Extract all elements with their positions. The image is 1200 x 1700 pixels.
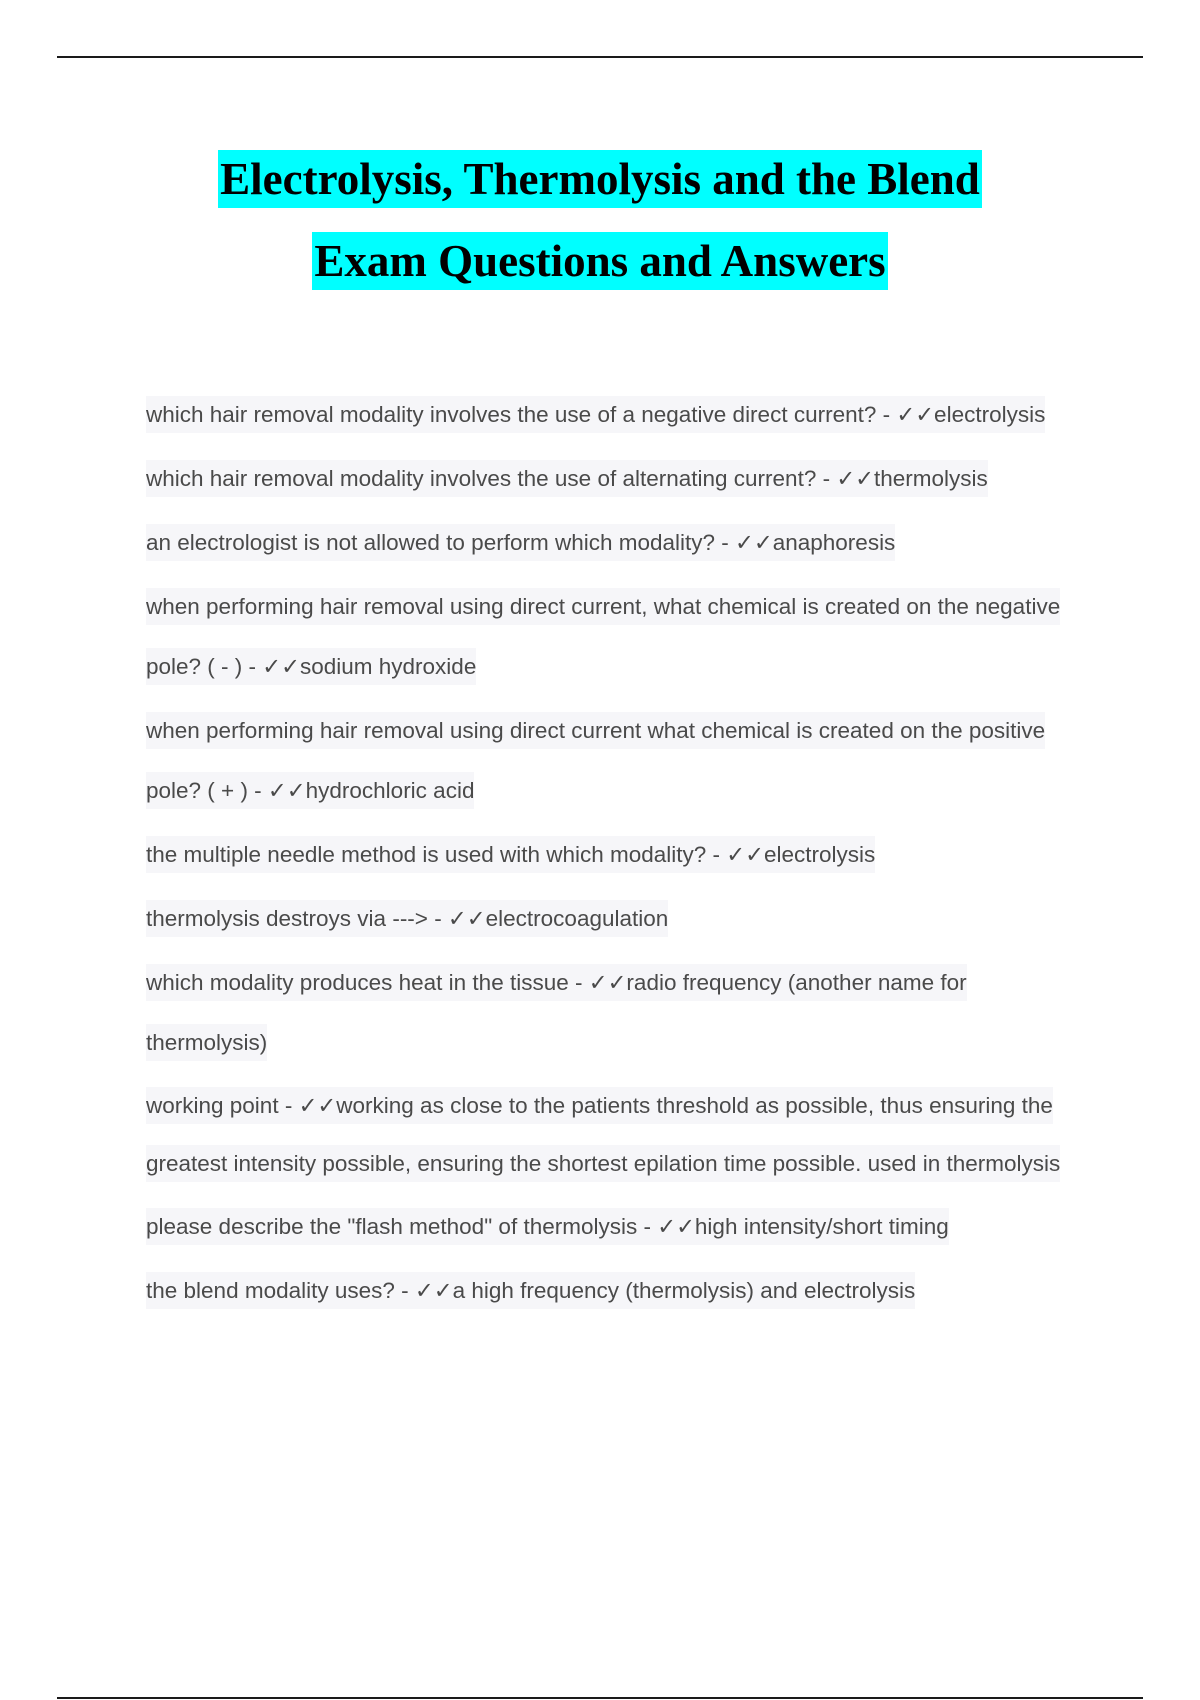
qa-item-text: please describe the "flash method" of thermolysis - ✓✓high intensity/short timing <box>146 1208 949 1245</box>
qa-item <box>146 513 1086 573</box>
qa-item-text: when performing hair removal using direct current, what chemical is created on the negative pole? ( - ) - ✓✓sodium hydroxide <box>146 588 1060 685</box>
title-line-2: Exam Questions and Answers <box>312 232 887 290</box>
title-line-1: Electrolysis, Thermolysis and the Blend <box>218 150 982 208</box>
qa-item-text: when performing hair removal using direct current what chemical is created on the positive pole? ( + ) - ✓✓hydrochloric acid <box>146 712 1045 809</box>
qa-item <box>146 889 1086 949</box>
qa-item-text: thermolysis destroys via ---> - ✓✓electrocoagulation <box>146 900 668 937</box>
qa-list <box>146 385 1086 1325</box>
qa-item <box>146 825 1086 885</box>
qa-item <box>146 385 1086 445</box>
qa-item-text: the blend modality uses? - ✓✓a high frequency (thermolysis) and electrolysis <box>146 1272 915 1309</box>
qa-item <box>146 953 1086 1073</box>
qa-item-text: an electrologist is not allowed to perform which modality? - ✓✓anaphoresis <box>146 524 895 561</box>
qa-item <box>146 449 1086 509</box>
qa-item <box>146 1261 1086 1321</box>
top-rule <box>57 56 1143 58</box>
document-title <box>0 138 1200 302</box>
qa-item <box>146 701 1086 821</box>
qa-item-text: which hair removal modality involves the use of alternating current? - ✓✓thermolysis <box>146 460 988 497</box>
qa-item-text: the multiple needle method is used with which modality? - ✓✓electrolysis <box>146 836 875 873</box>
qa-item-text: which modality produces heat in the tissue - ✓✓radio frequency (another name for thermolysis) <box>146 964 967 1061</box>
bottom-rule <box>57 1697 1143 1699</box>
qa-item-text: working point - ✓✓working as close to the patients threshold as possible, thus ensuring the greatest intensity possible, ensuring the shortest epilation time possible. used in thermolysis <box>146 1087 1060 1182</box>
qa-item <box>146 577 1086 697</box>
qa-item <box>146 1197 1086 1257</box>
qa-item <box>146 1077 1086 1193</box>
qa-item-text: which hair removal modality involves the use of a negative direct current? - ✓✓electrolysis <box>146 396 1045 433</box>
